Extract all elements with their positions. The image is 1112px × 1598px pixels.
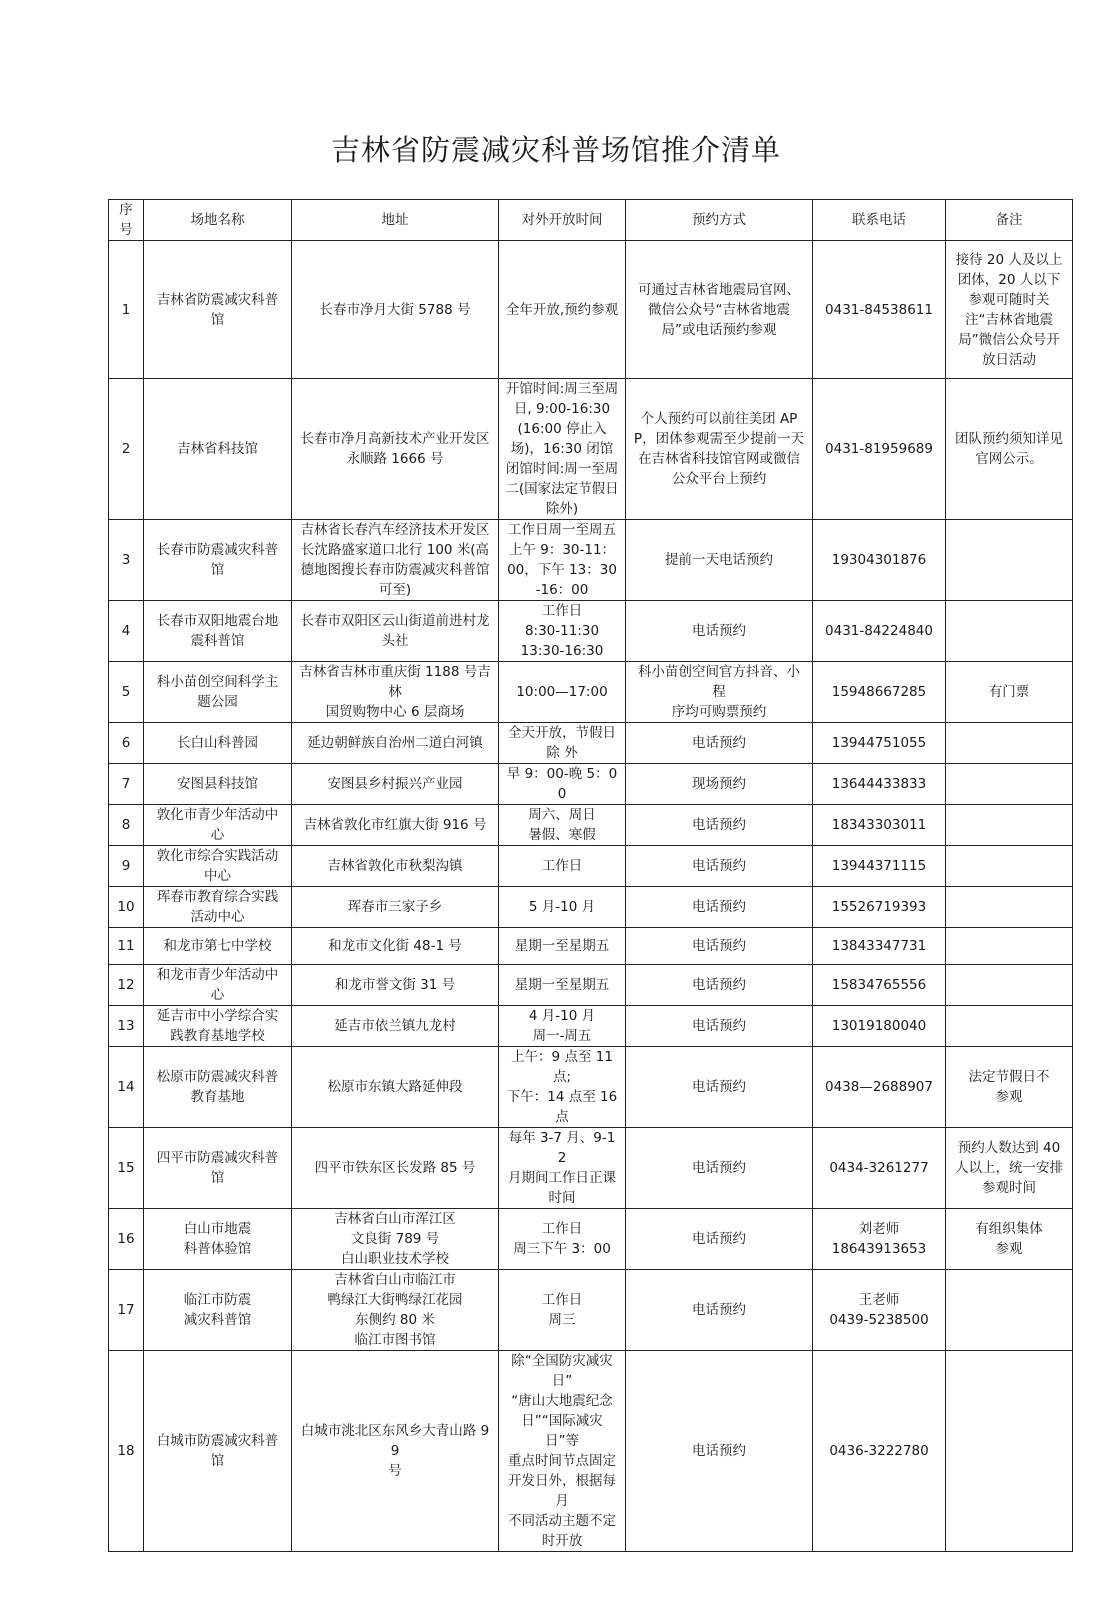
- table-row: [109, 601, 1073, 662]
- cell-seq: 6: [109, 723, 144, 764]
- cell-venue-name: 敦化市综合实践活动 中心: [144, 846, 292, 887]
- cell-seq: 8: [109, 805, 144, 846]
- table-row: [109, 723, 1073, 764]
- cell-opening-hours: 全年开放,预约参观: [499, 241, 626, 379]
- cell-note: 有门票: [946, 662, 1073, 723]
- table-row: [109, 928, 1073, 965]
- cell-booking-method: 电话预约: [626, 1270, 813, 1351]
- cell-venue-name: 吉林省科技馆: [144, 379, 292, 520]
- cell-phone: 0431-81959689: [813, 379, 946, 520]
- cell-booking-method: 电话预约: [626, 1006, 813, 1047]
- cell-phone: 13944751055: [813, 723, 946, 764]
- cell-booking-method: 电话预约: [626, 1209, 813, 1270]
- cell-booking-method: 电话预约: [626, 887, 813, 928]
- header-seq: 序 号: [109, 200, 144, 241]
- table-row: [109, 379, 1073, 520]
- cell-address: 白城市洮北区东风乡大青山路 99 号: [292, 1351, 499, 1552]
- cell-address: 松原市东镇大路延伸段: [292, 1047, 499, 1128]
- cell-seq: 3: [109, 520, 144, 601]
- header-booking-method: 预约方式: [626, 200, 813, 241]
- cell-booking-method: 电话预约: [626, 846, 813, 887]
- cell-seq: 16: [109, 1209, 144, 1270]
- cell-address: 长春市净月高新技术产业开发区 永顺路 1666 号: [292, 379, 499, 520]
- cell-venue-name: 珲春市教育综合实践 活动中心: [144, 887, 292, 928]
- cell-opening-hours: 周六、周日 暑假、寒假: [499, 805, 626, 846]
- cell-seq: 12: [109, 965, 144, 1006]
- cell-address: 安图县乡村振兴产业园: [292, 764, 499, 805]
- table-row: [109, 662, 1073, 723]
- table-row: [109, 1351, 1073, 1552]
- cell-venue-name: 科小苗创空间科学主 题公园: [144, 662, 292, 723]
- cell-address: 长春市净月大街 5788 号: [292, 241, 499, 379]
- table-row: [109, 1006, 1073, 1047]
- cell-address: 延吉市依兰镇九龙村: [292, 1006, 499, 1047]
- cell-note: [946, 1351, 1073, 1552]
- cell-note: 团队预约须知详见官网公示。: [946, 379, 1073, 520]
- cell-venue-name: 敦化市青少年活动中 心: [144, 805, 292, 846]
- venue-table: [108, 199, 1073, 1552]
- cell-note: [946, 1270, 1073, 1351]
- cell-note: [946, 1006, 1073, 1047]
- cell-opening-hours: 工作日周一至周五上午 9：30-11：00，下午 13：30-16：00: [499, 520, 626, 601]
- table-row: [109, 805, 1073, 846]
- cell-opening-hours: 星期一至星期五: [499, 965, 626, 1006]
- cell-note: [946, 723, 1073, 764]
- cell-phone: 刘老师 18643913653: [813, 1209, 946, 1270]
- cell-seq: 18: [109, 1351, 144, 1552]
- cell-venue-name: 长春市防震减灾科普 馆: [144, 520, 292, 601]
- cell-booking-method: 电话预约: [626, 1128, 813, 1209]
- cell-opening-hours: 星期一至星期五: [499, 928, 626, 965]
- cell-phone: 王老师 0439-5238500: [813, 1270, 946, 1351]
- cell-booking-method: 科小苗创空间官方抖音、小程 序均可购票预约: [626, 662, 813, 723]
- cell-venue-name: 临江市防震 减灾科普馆: [144, 1270, 292, 1351]
- cell-note: 法定节假日不 参观: [946, 1047, 1073, 1128]
- table-row: [109, 241, 1073, 379]
- cell-opening-hours: 开馆时间:周三至周日, 9:00-16:30 (16:00 停止入场)，16:30 闭馆 闭馆时间:周一至周二(国家法定节假日除外): [499, 379, 626, 520]
- cell-opening-hours: 4 月-10 月 周一-周五: [499, 1006, 626, 1047]
- cell-booking-method: 个人预约可以前往美团 APP，团体参观需至少提前一天在吉林省科技馆官网或微信公众平台上预约: [626, 379, 813, 520]
- cell-phone: 15526719393: [813, 887, 946, 928]
- cell-phone: 15834765556: [813, 965, 946, 1006]
- cell-seq: 7: [109, 764, 144, 805]
- cell-opening-hours: 早 9：00-晚 5：00: [499, 764, 626, 805]
- header-note: 备注: [946, 200, 1073, 241]
- cell-seq: 10: [109, 887, 144, 928]
- cell-opening-hours: 上午：9 点至 11 点; 下午：14 点至 16 点: [499, 1047, 626, 1128]
- cell-booking-method: 电话预约: [626, 805, 813, 846]
- cell-seq: 11: [109, 928, 144, 965]
- cell-opening-hours: 工作日 8:30-11:30 13:30-16:30: [499, 601, 626, 662]
- cell-phone: 13944371115: [813, 846, 946, 887]
- table-row: [109, 1209, 1073, 1270]
- table-row: [109, 520, 1073, 601]
- cell-venue-name: 安图县科技馆: [144, 764, 292, 805]
- cell-venue-name: 白山市地震 科普体验馆: [144, 1209, 292, 1270]
- cell-booking-method: 可通过吉林省地震局官网、微信公众号“吉林省地震局”或电话预约参观: [626, 241, 813, 379]
- cell-opening-hours: 除“全国防灾减灾日” “唐山大地震纪念 日”“国际减灾日”等 重点时间节点固定 开发日外，根据每月 不同活动主题不定 时开放: [499, 1351, 626, 1552]
- cell-note: [946, 764, 1073, 805]
- cell-opening-hours: 10:00—17:00: [499, 662, 626, 723]
- cell-opening-hours: 工作日: [499, 846, 626, 887]
- cell-booking-method: 电话预约: [626, 1047, 813, 1128]
- cell-note: [946, 846, 1073, 887]
- cell-note: [946, 965, 1073, 1006]
- cell-seq: 4: [109, 601, 144, 662]
- cell-booking-method: 电话预约: [626, 965, 813, 1006]
- cell-venue-name: 白城市防震减灾科普 馆: [144, 1351, 292, 1552]
- table-row: [109, 965, 1073, 1006]
- cell-address: 珲春市三家子乡: [292, 887, 499, 928]
- cell-booking-method: 提前一天电话预约: [626, 520, 813, 601]
- cell-booking-method: 现场预约: [626, 764, 813, 805]
- cell-note: 有组织集体 参观: [946, 1209, 1073, 1270]
- table-row: [109, 764, 1073, 805]
- cell-seq: 9: [109, 846, 144, 887]
- table-row: [109, 887, 1073, 928]
- cell-note: [946, 520, 1073, 601]
- cell-venue-name: 长春市双阳地震台地 震科普馆: [144, 601, 292, 662]
- cell-venue-name: 松原市防震减灾科普 教育基地: [144, 1047, 292, 1128]
- cell-address: 和龙市誉文街 31 号: [292, 965, 499, 1006]
- cell-note: [946, 887, 1073, 928]
- cell-address: 四平市铁东区长发路 85 号: [292, 1128, 499, 1209]
- table-row: [109, 1047, 1073, 1128]
- cell-address: 长春市双阳区云山街道前进村龙 头社: [292, 601, 499, 662]
- cell-note: [946, 805, 1073, 846]
- cell-phone: 0431-84224840: [813, 601, 946, 662]
- document-title: 吉林省防震减灾科普场馆推介清单: [330, 133, 781, 167]
- cell-booking-method: 电话预约: [626, 928, 813, 965]
- cell-opening-hours: 全天开放，节假日除 外: [499, 723, 626, 764]
- cell-address: 和龙市文化街 48-1 号: [292, 928, 499, 965]
- cell-venue-name: 吉林省防震减灾科普 馆: [144, 241, 292, 379]
- cell-phone: 15948667285: [813, 662, 946, 723]
- header-phone: 联系电话: [813, 200, 946, 241]
- cell-phone: 0438—2688907: [813, 1047, 946, 1128]
- cell-opening-hours: 工作日 周三下午 3：00: [499, 1209, 626, 1270]
- cell-seq: 13: [109, 1006, 144, 1047]
- table-row: [109, 1270, 1073, 1351]
- cell-venue-name: 和龙市第七中学校: [144, 928, 292, 965]
- cell-phone: 18343303011: [813, 805, 946, 846]
- table-row: [109, 1128, 1073, 1209]
- cell-phone: 13019180040: [813, 1006, 946, 1047]
- cell-address: 吉林省长春汽车经济技术开发区长沈路盛家道口北行 100 米(高德地图搜长春市防震减灾科普馆可至): [292, 520, 499, 601]
- cell-seq: 14: [109, 1047, 144, 1128]
- cell-venue-name: 长白山科普园: [144, 723, 292, 764]
- cell-address: 吉林省白山市浑江区 文良街 789 号 白山职业技术学校: [292, 1209, 499, 1270]
- cell-booking-method: 电话预约: [626, 1351, 813, 1552]
- header-opening-hours: 对外开放时间: [499, 200, 626, 241]
- cell-venue-name: 延吉市中小学综合实 践教育基地学校: [144, 1006, 292, 1047]
- table-row: [109, 846, 1073, 887]
- header-address: 地址: [292, 200, 499, 241]
- cell-phone: 13644433833: [813, 764, 946, 805]
- cell-seq: 5: [109, 662, 144, 723]
- cell-address: 吉林省吉林市重庆街 1188 号吉林 国贸购物中心 6 层商场: [292, 662, 499, 723]
- cell-address: 吉林省白山市临江市 鸭绿江大街鸭绿江花园 东侧约 80 米 临江市图书馆: [292, 1270, 499, 1351]
- cell-note: 接待 20 人及以上团体，20 人以下参观可随时关注“吉林省地震局”微信公众号开放日活动: [946, 241, 1073, 379]
- cell-seq: 1: [109, 241, 144, 379]
- cell-opening-hours: 每年 3-7 月、9-12 月期间工作日正课 时间: [499, 1128, 626, 1209]
- cell-booking-method: 电话预约: [626, 723, 813, 764]
- cell-note: [946, 601, 1073, 662]
- cell-phone: 0431-84538611: [813, 241, 946, 379]
- cell-opening-hours: 5 月-10 月: [499, 887, 626, 928]
- cell-address: 延边朝鲜族自治州二道白河镇: [292, 723, 499, 764]
- cell-venue-name: 四平市防震减灾科普 馆: [144, 1128, 292, 1209]
- cell-seq: 15: [109, 1128, 144, 1209]
- cell-note: [946, 928, 1073, 965]
- cell-phone: 13843347731: [813, 928, 946, 965]
- cell-phone: 19304301876: [813, 520, 946, 601]
- cell-phone: 0436-3222780: [813, 1351, 946, 1552]
- cell-booking-method: 电话预约: [626, 601, 813, 662]
- header-venue-name: 场地名称: [144, 200, 292, 241]
- cell-venue-name: 和龙市青少年活动中 心: [144, 965, 292, 1006]
- cell-address: 吉林省敦化市秋梨沟镇: [292, 846, 499, 887]
- cell-seq: 2: [109, 379, 144, 520]
- cell-address: 吉林省敦化市红旗大街 916 号: [292, 805, 499, 846]
- cell-opening-hours: 工作日 周三: [499, 1270, 626, 1351]
- cell-seq: 17: [109, 1270, 144, 1351]
- cell-phone: 0434-3261277: [813, 1128, 946, 1209]
- table-header-row: [109, 200, 1073, 241]
- cell-note: 预约人数达到 40 人以上，统一安排参观时间: [946, 1128, 1073, 1209]
